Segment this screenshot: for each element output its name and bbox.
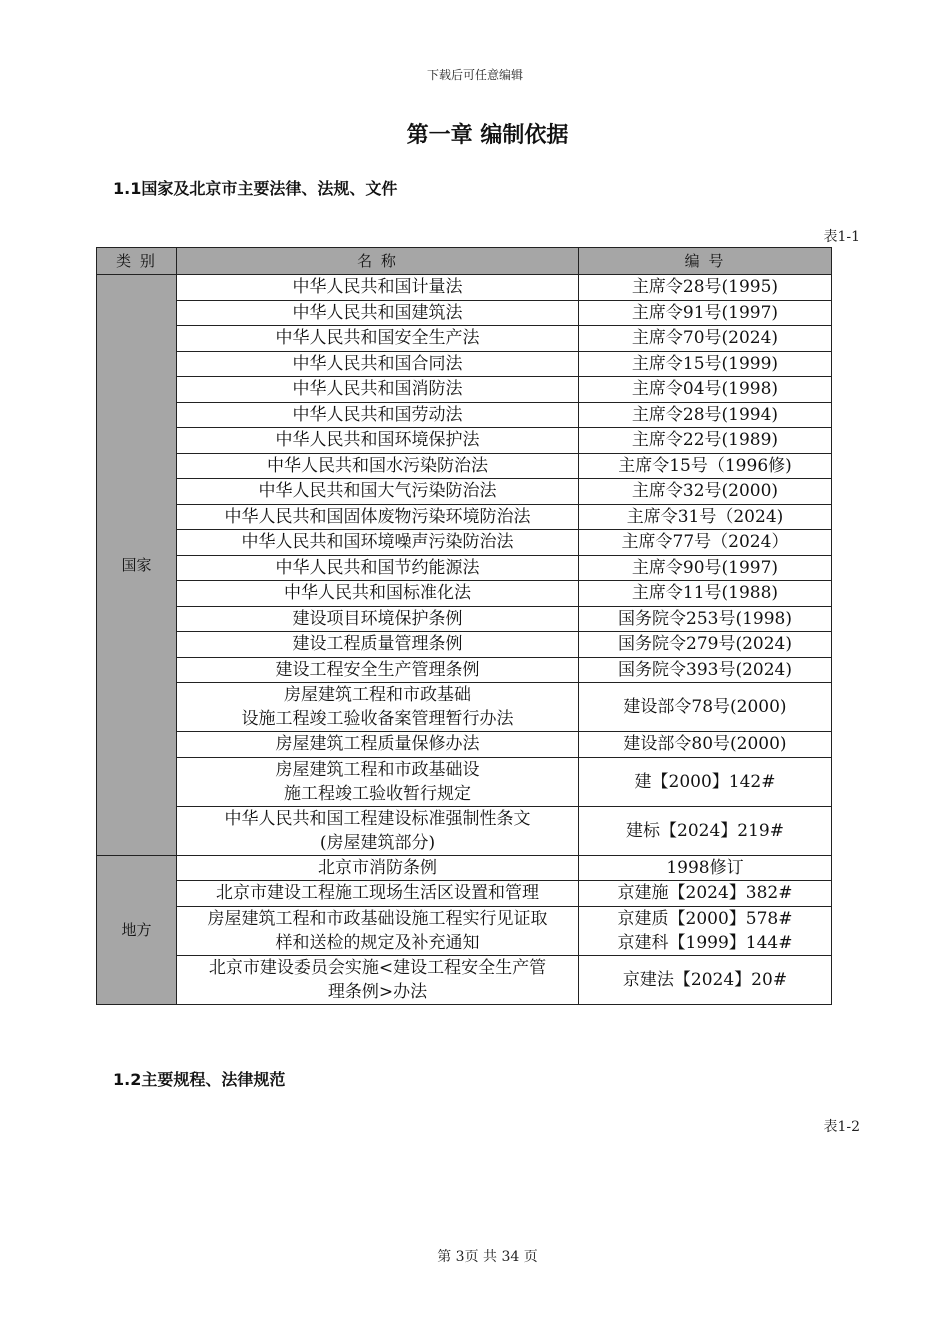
category-local: 地方 (97, 855, 177, 1004)
law-code-line: 国务院令253号(1998) (618, 608, 792, 629)
law-code-cell (579, 377, 832, 403)
law-name-cell (177, 806, 579, 855)
law-name-cell (177, 377, 579, 403)
law-code-line: 主席令91号(1997) (631, 302, 779, 323)
law-name-line: 北京市建设工程施工现场生活区设置和管理 (216, 883, 539, 904)
table-row (97, 606, 832, 632)
law-code-cell (579, 855, 832, 881)
law-name-line: 中华人民共和国环境噪声污染防治法 (241, 532, 514, 553)
law-name-line: 中华人民共和国固体废物污染环境防治法 (224, 506, 531, 527)
law-name-line: 建设项目环境保护条例 (292, 608, 463, 629)
law-code-line: 京建施【2024】382# (617, 883, 793, 904)
law-code-line: 主席令22号(1989) (631, 430, 779, 451)
table-row (97, 402, 832, 428)
page-footer: 第 3页 共 34 页 (437, 1249, 538, 1265)
law-name-cell (177, 855, 579, 881)
law-code-cell (579, 402, 832, 428)
column-header-code: 编 号 (579, 248, 832, 275)
law-name-cell (177, 504, 579, 530)
chapter-title: 第一章 编制依据 (406, 123, 569, 148)
law-code-line: 主席令15号(1999) (631, 353, 779, 374)
law-code-line: 主席令28号(1994) (631, 404, 779, 425)
law-name-cell (177, 881, 579, 907)
law-code-cell (579, 683, 832, 732)
law-code-cell (579, 555, 832, 581)
law-code-line: 主席令28号(1995) (631, 277, 779, 298)
table-row (97, 453, 832, 479)
table-row (97, 555, 832, 581)
law-code-line: 主席令04号(1998) (631, 379, 779, 400)
law-code-line: 主席令31号（2024) (626, 506, 784, 527)
law-code-cell (579, 606, 832, 632)
law-name-line: 房屋建筑工程和市政基础设 (275, 759, 480, 780)
column-header-category: 类 别 (97, 248, 177, 275)
table-row (97, 732, 832, 758)
law-name-line: 中华人民共和国合同法 (292, 353, 463, 374)
law-code-cell (579, 326, 832, 352)
law-name-cell (177, 326, 579, 352)
law-name-line: 北京市建设委员会实施<建设工程安全生产管 (208, 957, 547, 978)
law-code-cell (579, 955, 832, 1004)
law-code-cell (579, 453, 832, 479)
law-name-cell (177, 906, 579, 955)
law-name-cell (177, 428, 579, 454)
law-name-cell (177, 683, 579, 732)
table-row (97, 806, 832, 855)
table-label-1-1: 表1-1 (823, 229, 860, 245)
section-heading-1-1: 1.1国家及北京市主要法律、法规、文件 (113, 179, 398, 198)
law-name-line: 北京市消防条例 (318, 857, 437, 878)
table-header-row (97, 248, 832, 275)
law-code-cell (579, 275, 832, 301)
law-code-line: 主席令32号(2000) (631, 481, 779, 502)
law-name-cell (177, 479, 579, 505)
laws-table-body (97, 275, 832, 1005)
law-code-line: 建标【2024】219# (626, 820, 784, 841)
law-name-cell (177, 955, 579, 1004)
table-row (97, 906, 832, 955)
table-row (97, 657, 832, 683)
law-name-line: 中华人民共和国计量法 (292, 277, 463, 298)
table-row (97, 275, 832, 301)
law-name-line: 建设工程安全生产管理条例 (275, 659, 480, 680)
law-code-cell (579, 300, 832, 326)
table-row (97, 377, 832, 403)
law-name-cell (177, 351, 579, 377)
laws-table (96, 247, 832, 1005)
law-code-cell (579, 657, 832, 683)
law-code-line: 建【2000】142# (634, 771, 776, 792)
law-code-line: 京建质【2000】578# (617, 908, 793, 929)
law-code-line: 建设部令78号(2000) (623, 697, 787, 717)
law-name-line: 房屋建筑工程和市政基础设施工程实行见证取 (207, 908, 548, 929)
table-row (97, 300, 832, 326)
section-heading-1-2: 1.2主要规程、法律规范 (113, 1070, 286, 1089)
law-code-line: 主席令70号(2024) (631, 328, 779, 349)
table-row (97, 632, 832, 658)
law-code-line: 国务院令279号(2024) (618, 634, 792, 655)
column-header-name: 名 称 (177, 248, 579, 275)
law-name-line: 中华人民共和国水污染防治法 (267, 455, 488, 476)
law-code-cell (579, 530, 832, 556)
law-code-cell (579, 632, 832, 658)
law-name-line: 房屋建筑工程和市政基础 (284, 685, 471, 705)
law-name-cell (177, 402, 579, 428)
law-code-line: 建设部令80号(2000) (623, 734, 787, 755)
law-name-line: 中华人民共和国安全生产法 (275, 328, 480, 349)
table-row (97, 581, 832, 607)
table-row (97, 955, 832, 1004)
law-name-line: (房屋建筑部分) (319, 832, 436, 853)
law-name-line: 中华人民共和国标准化法 (284, 583, 471, 604)
law-name-line: 中华人民共和国消防法 (292, 379, 463, 400)
law-code-line: 1998修订 (666, 857, 744, 878)
table-row (97, 530, 832, 556)
table-row (97, 881, 832, 907)
law-name-cell (177, 300, 579, 326)
law-name-cell (177, 581, 579, 607)
law-name-line: 中华人民共和国建筑法 (292, 302, 463, 323)
law-name-line: 中华人民共和国节约能源法 (275, 557, 480, 578)
table-row (97, 855, 832, 881)
law-code-cell (579, 806, 832, 855)
law-code-cell (579, 581, 832, 607)
law-code-cell (579, 351, 832, 377)
law-name-cell (177, 275, 579, 301)
table-row (97, 683, 832, 732)
law-name-cell (177, 606, 579, 632)
law-code-cell (579, 757, 832, 806)
law-name-line: 中华人民共和国大气污染防治法 (258, 481, 497, 502)
law-name-cell (177, 657, 579, 683)
law-code-line: 主席令77号（2024） (621, 532, 789, 553)
table-row (97, 479, 832, 505)
law-code-cell (579, 479, 832, 505)
law-name-cell (177, 757, 579, 806)
law-code-line: 京建科【1999】144# (617, 932, 793, 953)
law-code-cell (579, 504, 832, 530)
table-row (97, 326, 832, 352)
law-code-line: 主席令11号(1988) (631, 583, 779, 604)
law-name-line: 中华人民共和国环境保护法 (275, 430, 480, 451)
law-name-line: 房屋建筑工程质量保修办法 (275, 734, 480, 755)
law-name-cell (177, 632, 579, 658)
law-code-cell (579, 906, 832, 955)
law-code-line: 主席令15号（1996修) (618, 455, 792, 476)
law-name-cell (177, 453, 579, 479)
law-name-line: 中华人民共和国劳动法 (292, 404, 463, 425)
law-code-line: 主席令90号(1997) (631, 557, 779, 578)
law-code-cell (579, 881, 832, 907)
law-code-line: 国务院令393号(2024) (618, 659, 792, 680)
page-header-note: 下载后可任意编辑 (426, 68, 523, 82)
table-row (97, 757, 832, 806)
law-code-cell (579, 428, 832, 454)
law-name-line: 样和送检的规定及补充通知 (275, 932, 480, 953)
law-name-cell (177, 530, 579, 556)
law-name-line: 建设工程质量管理条例 (292, 634, 463, 655)
law-name-cell (177, 732, 579, 758)
law-code-cell (579, 732, 832, 758)
law-name-line: 理条例>办法 (327, 981, 428, 1002)
law-name-line: 施工程竣工验收暂行规定 (284, 783, 471, 804)
law-name-line: 中华人民共和国工程建设标准强制性条文 (224, 808, 531, 829)
table-label-1-2: 表1-2 (823, 1119, 860, 1135)
table-row (97, 504, 832, 530)
law-name-line: 设施工程竣工验收备案管理暂行办法 (241, 709, 514, 729)
law-name-cell (177, 555, 579, 581)
law-code-line: 京建法【2024】20# (622, 969, 788, 990)
table-row (97, 351, 832, 377)
table-row (97, 428, 832, 454)
category-national: 国家 (97, 275, 177, 856)
